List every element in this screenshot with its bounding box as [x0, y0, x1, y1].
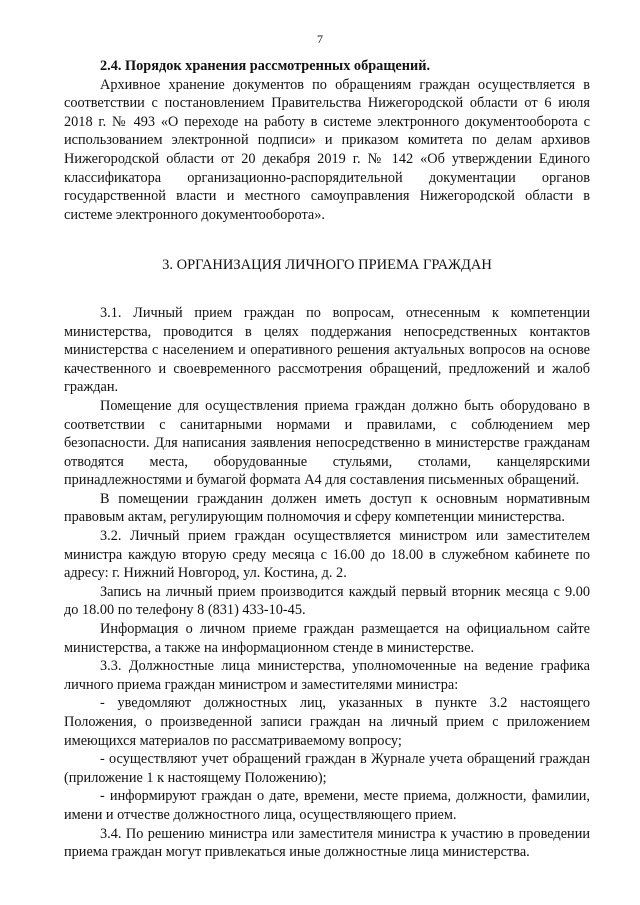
- list-item-notify: - уведомляют должностных лиц, указанных в пункте 3.2 настоящего Положения, о произведенной записи граждан на личный прием с приложением имеющихся материалов по рассматриваемому вопросу;: [64, 695, 590, 749]
- paragraph-3-1: 3.1. Личный прием граждан по вопросам, отнесенным к компетенции министерства, проводится в целях поддержания непосредственных контактов министерства с населением и оперативного решения актуальных вопросов на основе качественного и своевременного рассмотрения обращений, предложений и жалоб граждан.: [64, 304, 590, 396]
- paragraph-3-2: 3.2. Личный прием граждан осуществляется министром или заместителем министра каждую вторую среду месяца с 16.00 до 18.00 в служебном кабинете по адресу: г. Нижний Новгород, ул. Костина, д. 2.: [64, 528, 590, 582]
- paragraph-3-3: 3.3. Должностные лица министерства, уполномоченные на ведение графика личного приема граждан министром и заместителями министра:: [64, 658, 590, 693]
- paragraph-premises: Помещение для осуществления приема граждан должно быть оборудовано в соответствии с санитарными нормами и правилами, с соблюдением мер безопасности. Для написания заявления непосредственно в министерстве гражданам отводятся места, оборудованные стульями, столами, канцелярскими принадлежностями и бумагой формата А4 для составления письменных обращений.: [64, 397, 590, 489]
- paragraph-information: Информация о личном приеме граждан размещается на официальном сайте министерства, а также на информационном стенде в министерстве.: [64, 621, 590, 656]
- list-item-inform: - информируют граждан о дате, времени, месте приема, должности, фамилии, имени и отчестве должностного лица, осуществляющего прием.: [64, 788, 590, 823]
- paragraph-registration: Запись на личный прием производится каждый первый вторник месяца с 9.00 до 18.00 по телефону 8 (831) 433-10-45.: [64, 583, 590, 619]
- list-item-journal: - осуществляют учет обращений граждан в Журнале учета обращений граждан (приложение 1 к настоящему Положению);: [64, 751, 590, 786]
- section-2-4-heading: 2.4. Порядок хранения рассмотренных обращений.: [100, 58, 431, 74]
- chapter-3-heading: 3. ОРГАНИЗАЦИЯ ЛИЧНОГО ПРИЕМА ГРАЖДАН: [162, 257, 492, 274]
- page-number: 7: [317, 32, 323, 46]
- paragraph-legal-access: В помещении гражданин должен иметь доступ к основным нормативным правовым актам, регулирующим полномочия и сферу компетенции министерства.: [64, 490, 590, 526]
- paragraph-3-4: 3.4. По решению министра или заместителя министра к участию в проведении приема граждан могут привлекаться иные должностные лица министерства.: [64, 825, 590, 861]
- section-2-4-paragraph: Архивное хранение документов по обращениям граждан осуществляется в соответствии с постановлением Правительства Нижегородской области от 6 июля 2018 г. № 493 «О переходе на работу в системе электронного документооборота с использованием электронной подписи» и приказом комитета по делам архивов Нижегородской области от 20 декабря 2019 г. № 142 «Об утверждении Единого классификатора организационно-распорядительной документации органов государственной власти и местного самоуправления Нижегородской области в системе электронного документооборота».: [64, 76, 590, 223]
- page-content: [64, 57, 590, 862]
